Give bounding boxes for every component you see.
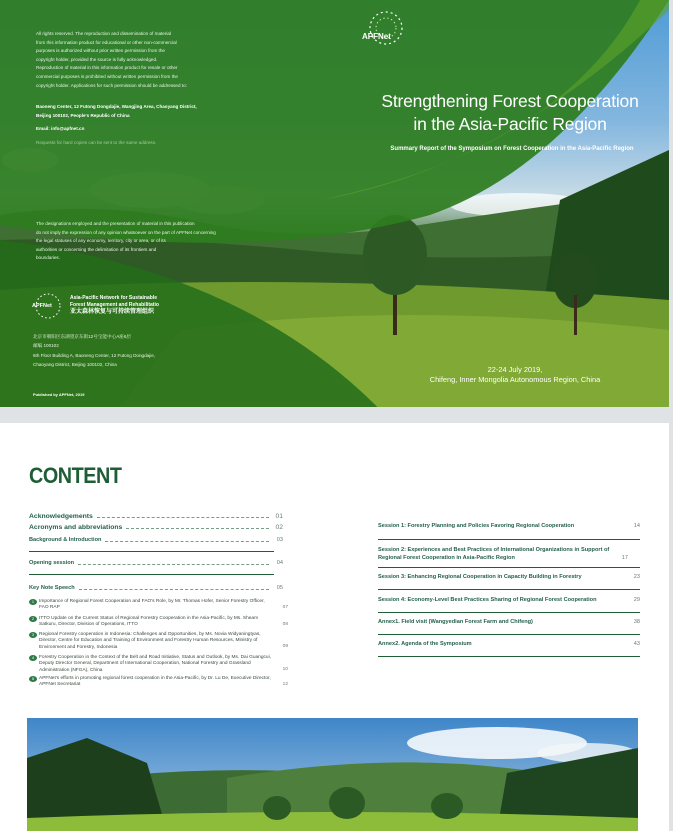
toc-page: 01 xyxy=(275,513,283,520)
keynote-page: 12 xyxy=(282,682,288,687)
toc-acknowledgements[interactable] xyxy=(29,513,283,520)
toc-opening-session[interactable] xyxy=(29,560,283,566)
landscape-image xyxy=(27,718,638,831)
item-number-badge: 4 xyxy=(29,655,37,661)
divider xyxy=(29,574,274,575)
toc-page: 03 xyxy=(276,537,283,543)
cn-address: 北京市朝阳区东湖望京东街12号宝能中心A座6层 邮编 100102 xyxy=(33,334,132,348)
divider xyxy=(378,539,640,540)
toc-label: Key Note Speech xyxy=(29,585,75,591)
report-subtitle: Summary Report of the Symposium on Forest Cooperation in the Asia-Pacific Region xyxy=(390,146,634,152)
toc-session-4[interactable] xyxy=(378,597,640,605)
keynote-item[interactable] xyxy=(29,599,288,612)
toc-session-1[interactable] xyxy=(378,523,640,531)
keynote-item[interactable] xyxy=(29,632,288,651)
requests-note: Requests for hard copies can be sent to the same address. xyxy=(36,140,157,145)
published-by: Published by APFNet, 2019 xyxy=(33,392,85,397)
item-number-badge: 1 xyxy=(29,599,37,605)
keynote-text: Forestry Cooperation in the Context of the Belt and Road Initiative, Status and Outlook, by Ms. Dai Guangcui, Deputy Director General, Department of International Cooperation, National Forestry and Grassland Administration (NFGA), China xyxy=(39,655,271,673)
keynote-text: APFNet's efforts in promoting regional forest cooperation in the Asia-Pacific, by Dr. Lu De, Executive Director, APFNet Secretariat xyxy=(39,676,271,688)
toc-keynote-speech[interactable] xyxy=(29,585,283,591)
toc-annex-2[interactable] xyxy=(378,641,640,649)
keynote-page: 07 xyxy=(282,605,288,610)
divider xyxy=(29,551,274,552)
disclaimer: The designations employed and the presentation of material in this publication do not imply the expression of any opinion whatsoever on the part of APFNet concerning the legal statuses of any economy, territory, city or area, or of its authorities or concerning the delimitation of its frontiers and boundaries. xyxy=(36,221,216,261)
keynote-page: 10 xyxy=(282,667,288,672)
session-label: Annex2. Agenda of the Symposium xyxy=(378,641,472,647)
session-label: Session 1: Forestry Planning and Policies Favoring Regional Cooperation xyxy=(378,523,575,529)
toc-label: Acronyms and abbreviations xyxy=(29,524,123,531)
toc-label: Acknowledgements xyxy=(29,513,93,520)
small-logo-text: APFNet xyxy=(32,303,52,309)
item-number-badge: 3 xyxy=(29,632,37,638)
session-page: 43 xyxy=(633,641,640,647)
toc-leader xyxy=(97,517,269,518)
session-label: Session 3: Enhancing Regional Cooperation in Capacity Building in Forestry xyxy=(378,574,582,580)
toc-label: Background & Introduction xyxy=(29,537,102,543)
keynote-item[interactable] xyxy=(29,655,288,674)
keynote-text: ITTO Update on the Current Status of Regional Forestry Cooperation in the Asia-Pacific, by Ms. Sheam Satkuru, Director, Division of Operations, ITTO xyxy=(39,616,259,628)
session-page: 14 xyxy=(633,523,640,529)
toc-label: Opening session xyxy=(29,560,75,566)
keynote-page: 09 xyxy=(282,644,288,649)
divider xyxy=(378,589,640,590)
keynote-item[interactable] xyxy=(29,616,288,629)
session-page: 17 xyxy=(621,555,628,561)
cover-logo-text: APFNet xyxy=(362,32,391,41)
toc-background[interactable] xyxy=(29,537,283,543)
toc-leader xyxy=(79,589,269,590)
contents-page xyxy=(0,423,669,831)
divider xyxy=(378,612,640,613)
toc-session-2[interactable] xyxy=(378,547,628,563)
toc-leader xyxy=(105,541,269,542)
toc-page: 04 xyxy=(276,560,283,566)
en-address: 6th Floor Building A, Baoneng Center, 12 Futong Dongdajie, Chaoyang District, Beijing 100102, China xyxy=(33,353,156,367)
item-number-badge: 2 xyxy=(29,616,37,622)
cover-address: Baoneng Center, 12 Futong Dongdajie, Wangjing Area, Chaoyang District, Beijing 100102, People's Republic of China xyxy=(36,104,197,118)
session-page: 23 xyxy=(633,574,640,580)
session-label: Session 4: Economy-Level Best Practices Sharing of Regional Forest Cooperation xyxy=(378,597,597,603)
report-cover xyxy=(0,0,669,407)
toc-leader xyxy=(126,528,269,529)
divider xyxy=(378,567,640,568)
session-label: Session 2: Experiences and Best Practices of International Organizations in Support of Regional Forest Cooperation in Asia-Pacific Region xyxy=(378,547,610,561)
item-number-badge: 5 xyxy=(29,676,37,682)
contents-heading: CONTENT xyxy=(29,463,122,488)
session-page: 38 xyxy=(633,619,640,625)
org-name: Asia-Pacific Network for Sustainable Forest Management and Rehabilitatio 亚太森林恢复与可持续管理组织 xyxy=(70,295,159,315)
keynote-page: 08 xyxy=(282,622,288,627)
keynote-text: Importance of Regional Forest Cooperation and FAO's Role, by Mr. Thomas Hofer, Senior Forestry Officer, FAO RAP xyxy=(39,599,265,611)
cover-email: Email: info@apfnet.cn xyxy=(36,126,85,131)
event-date-location: 22-24 July 2019, Chifeng, Inner Mongolia Autonomous Region, China xyxy=(429,365,601,384)
divider xyxy=(378,656,640,657)
divider xyxy=(378,634,640,635)
report-title: Strengthening Forest Cooperation in the Asia-Pacific Region xyxy=(381,91,639,134)
toc-leader xyxy=(78,564,269,565)
toc-page: 05 xyxy=(276,585,283,591)
session-page: 29 xyxy=(633,597,640,603)
keynote-item[interactable] xyxy=(29,676,288,689)
toc-annex-1[interactable] xyxy=(378,619,640,627)
session-label: Annex1. Field visit (Wangyedian Forest Farm and Chifeng) xyxy=(378,619,533,625)
rights-notice: All rights reserved. The reproduction and dissemination of material from this information product for educational or other non-commercial purposes is authorized without prior written permission from the copyright holder, provided the source is fully acknowledged. Reproduction of material in this information product for resale or other commercial purposes is prohibited without written permission from the copyright holder. Applications for such permission should be addressed to: xyxy=(36,31,187,88)
toc-session-3[interactable] xyxy=(378,574,640,582)
keynote-text: Regional Forestry cooperation in Indonesia: Challenges and Opportunities, by Ms. Novia Widyaningtyas, Director, Centre for Education and Training of Environment and Forestry Human Resources, Ministry of Environment and Forestry, Indonesia xyxy=(39,632,261,650)
forest-landscape-photo xyxy=(27,718,638,831)
toc-page: 02 xyxy=(275,524,283,531)
toc-acronyms[interactable] xyxy=(29,524,283,531)
